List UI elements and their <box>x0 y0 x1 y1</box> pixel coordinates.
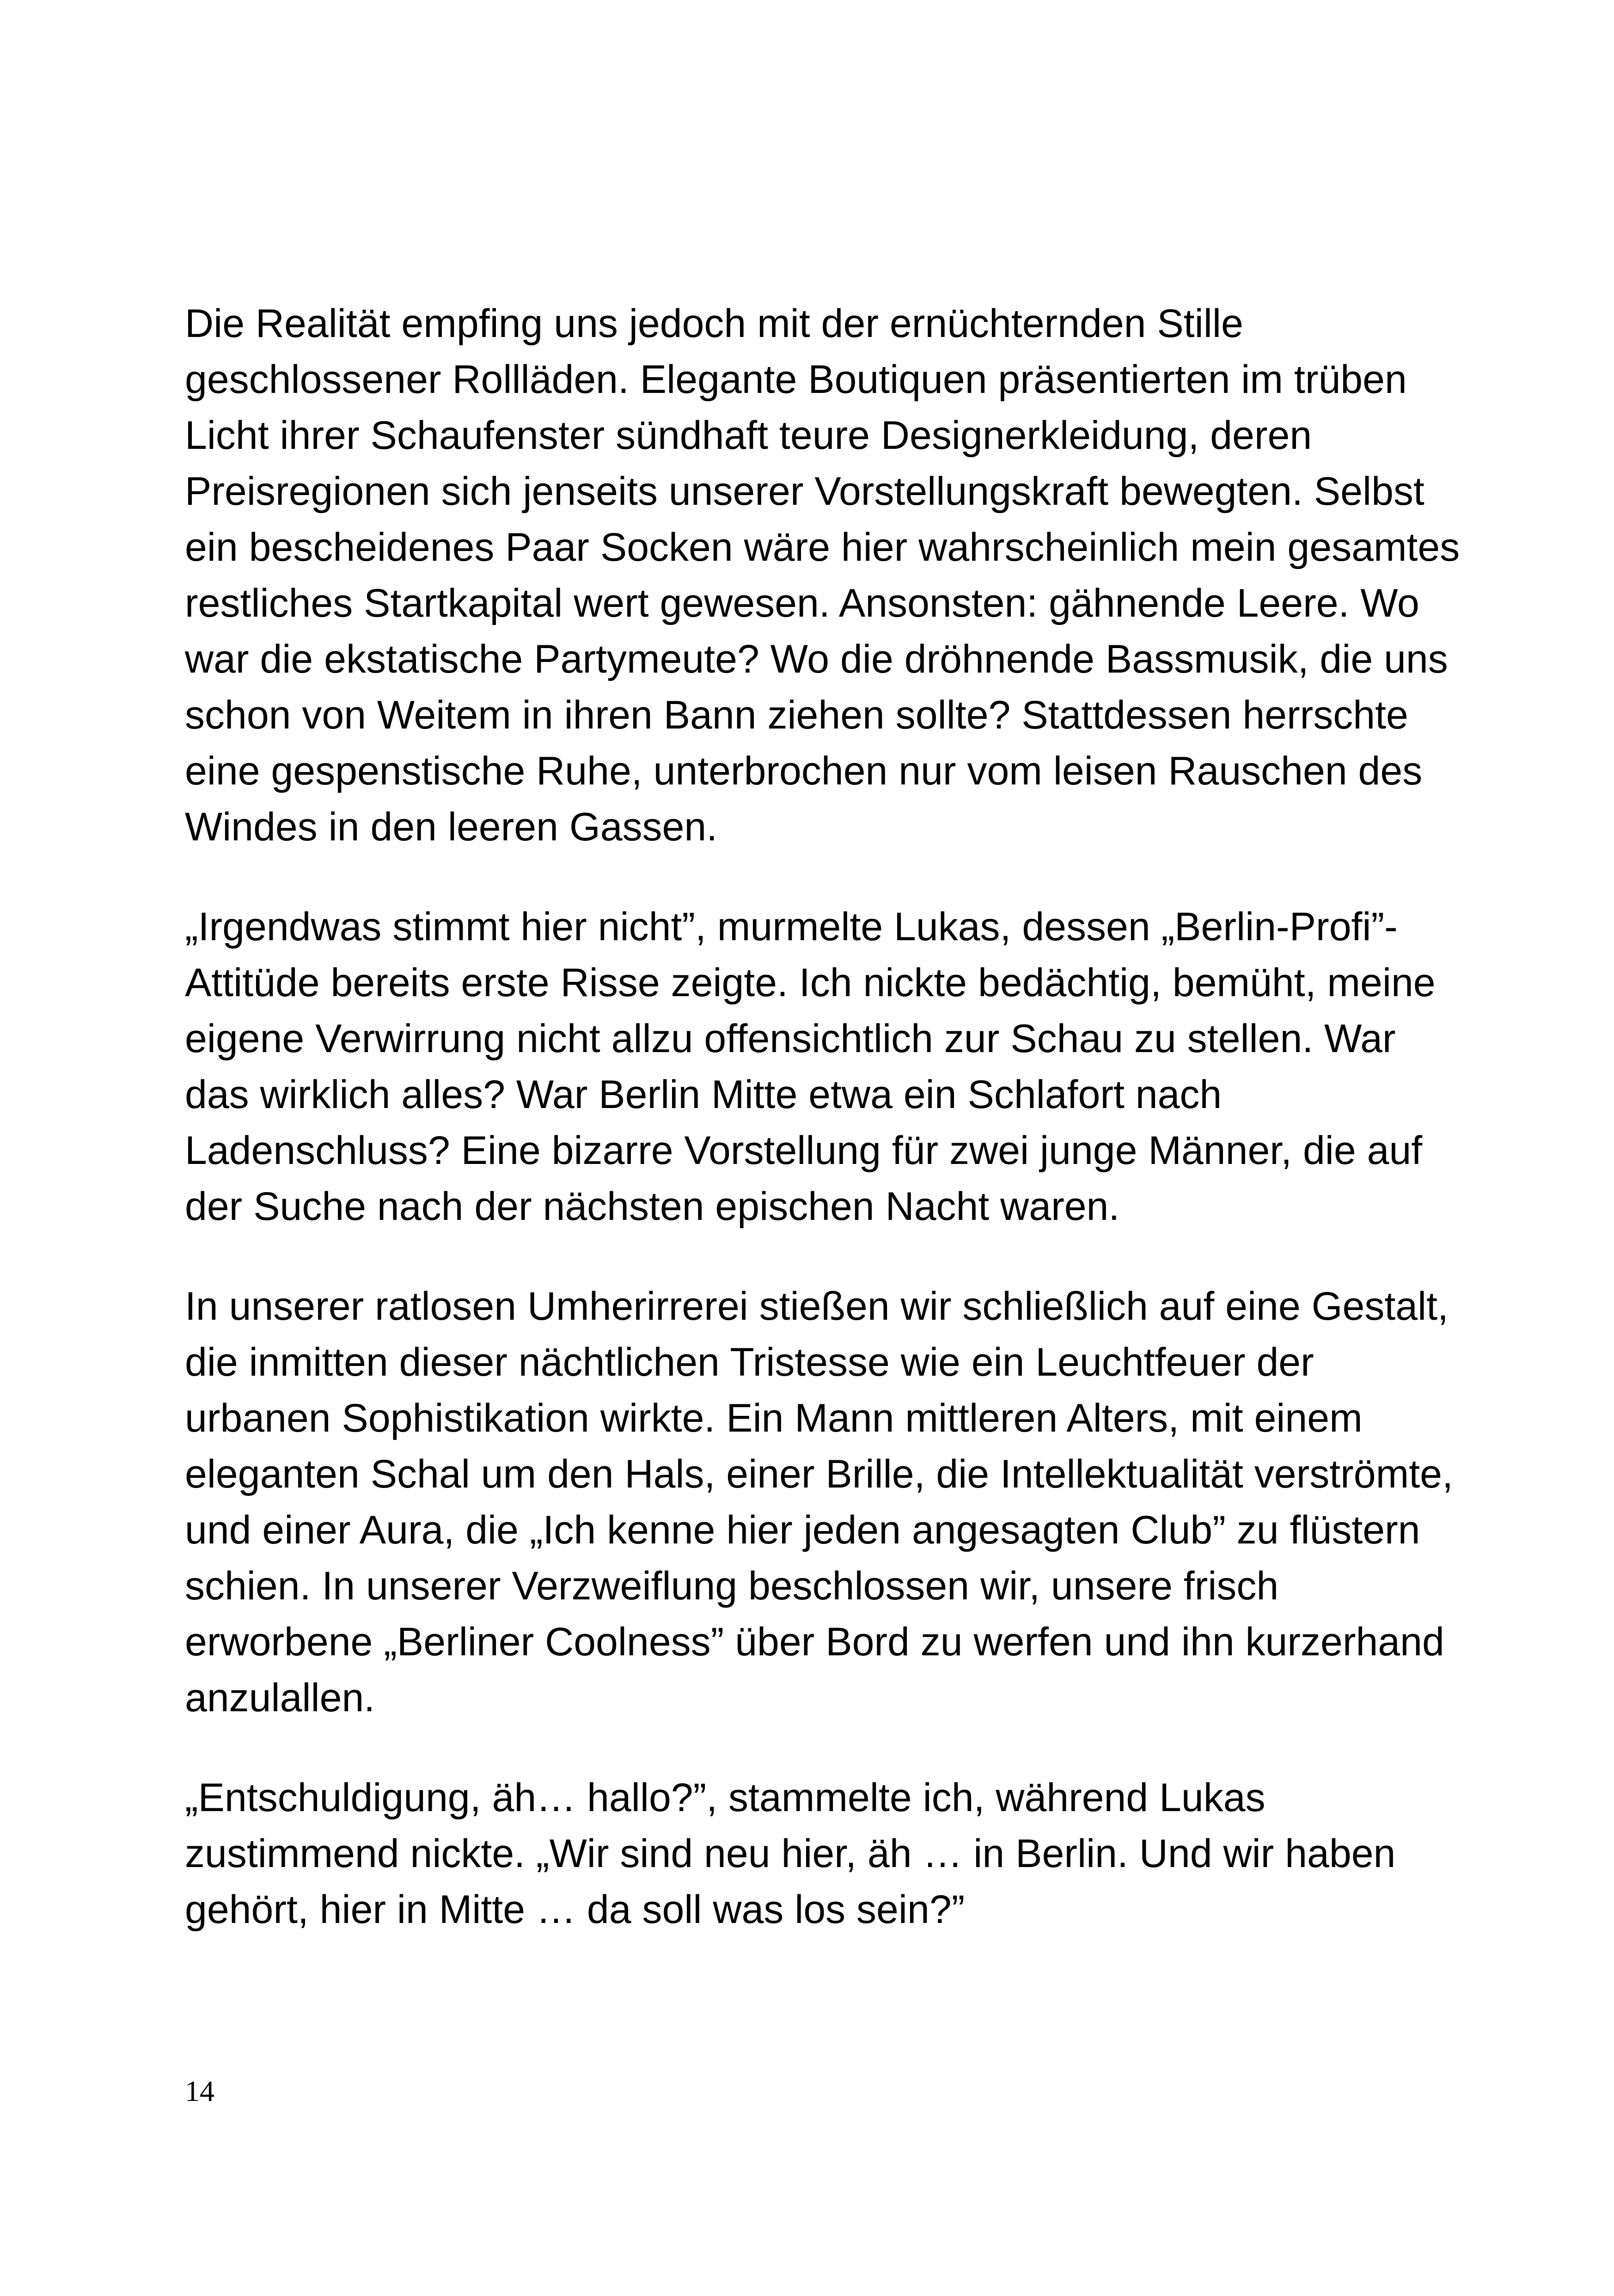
page-number: 14 <box>185 2075 214 2107</box>
body-text <box>185 296 1470 1982</box>
paragraph-2: „Irgendwas stimmt hier nicht”, murmelte Lukas, dessen „Berlin-Profi”-Attitüde bereits erste Risse zeigte. Ich nickte bedächtig, bemüht, meine eigene Verwirrung nicht allzu offensichtlich zur Schau zu stellen. War das wirklich alles? War Berlin Mitte etwa ein Schlafort nach Ladenschluss? Eine bizarre Vorstellung für zwei junge Männer, die auf der Suche nach der nächsten epischen Nacht waren. <box>185 905 1436 1229</box>
paragraph-1: Die Realität empfing uns jedoch mit der ernüchternden Stille geschlossener Rollläden. Elegante Boutiquen präsentierten im trüben Licht ihrer Schaufenster sündhaft teure Designerkleidung, deren Preisregionen sich jenseits unserer Vorstellungskraft bewegten. Selbst ein bescheidenes Paar Socken wäre hier wahrscheinlich mein gesamtes restliches Startkapital wert gewesen. Ansonsten: gähnende Leere. Wo war die ekstatische Partymeute? Wo die dröhnende Bassmusik, die uns schon von Weitem in ihren Bann ziehen sollte? Stattdessen herrschte eine gespenstische Ruhe, unterbrochen nur vom leisen Rauschen des Windes in den leeren Gassen. <box>185 301 1460 849</box>
paragraph-3: In unserer ratlosen Umherirrerei stießen wir schließlich auf eine Gestalt, die inmitten dieser nächtlichen Tristesse wie ein Leuchtfeuer der urbanen Sophistikation wirkte. Ein Mann mittleren Alters, mit einem eleganten Schal um den Hals, einer Brille, die Intellektualität verströmte, und einer Aura, die „Ich kenne hier jeden angesagten Club” zu flüstern schien. In unserer Verzweiflung beschlossen wir, unsere frisch erworbene „Berliner Coolness” über Bord zu werfen und ihn kurzerhand anzulallen. <box>185 1284 1453 1720</box>
paragraph-4: „Entschuldigung, äh… hallo?”, stammelte ich, während Lukas zustimmend nickte. „Wir sind neu hier, äh … in Berlin. Und wir haben gehört, hier in Mitte … da soll was los sein?” <box>185 1776 1396 1932</box>
